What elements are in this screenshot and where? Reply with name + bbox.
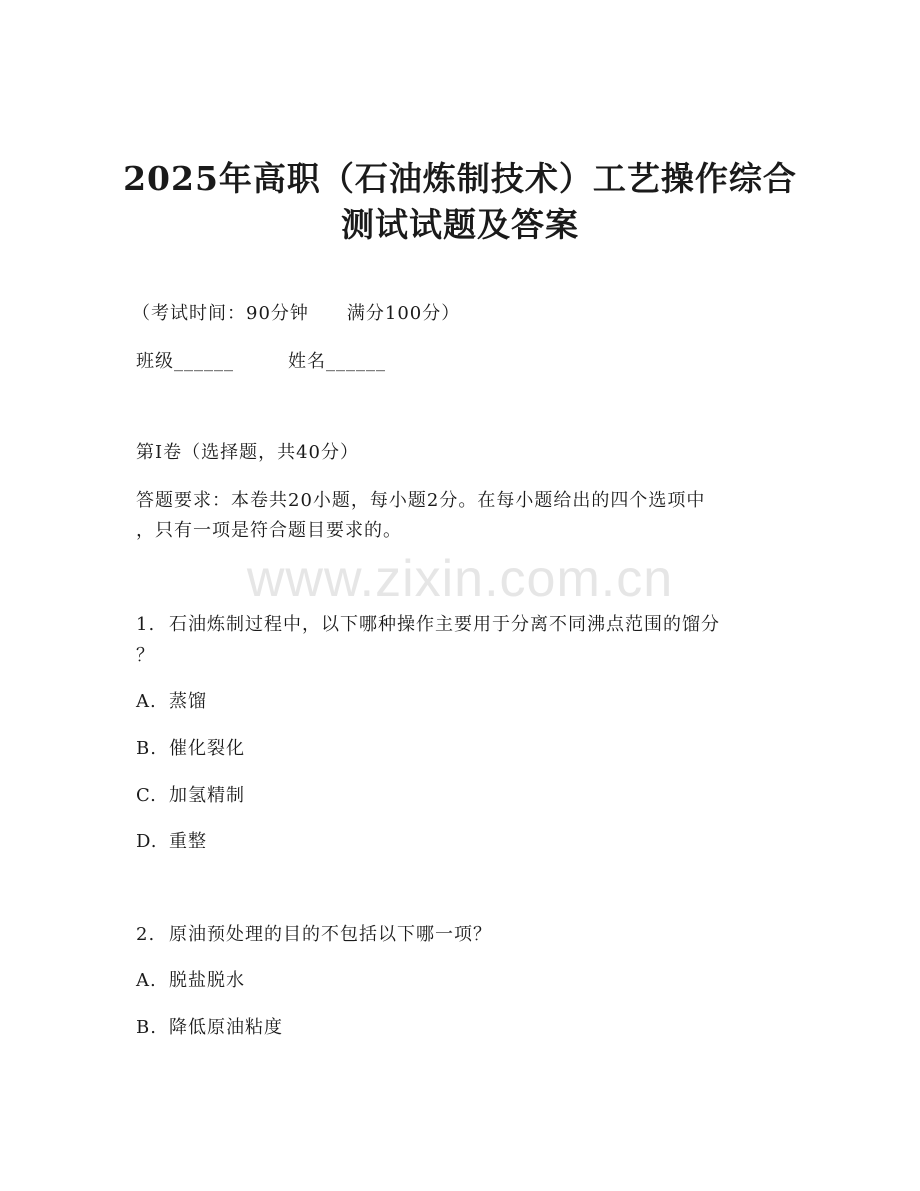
question-number: 2. [136,924,156,945]
option-letter: C. [136,785,157,806]
question-1-option-d [136,833,207,851]
question-1-option-c [136,787,245,805]
section-title: 第I卷（选择题，共40分） [136,442,360,463]
option-text: 加氢精制 [169,785,245,806]
option-text: 蒸馏 [169,691,207,712]
name-field-label: 姓名______ [288,351,386,372]
instructions-line-2: ，只有一项是符合题目要求的。 [136,520,402,541]
question-2-option-a [136,972,245,990]
question-1-option-b [136,740,245,758]
question-1-option-a [136,693,207,711]
option-text: 催化裂化 [169,738,245,759]
option-text: 脱盐脱水 [169,970,245,991]
question-1-line-2: ？ [136,645,155,666]
question-text: 原油预处理的目的不包括以下哪一项？ [169,924,492,945]
watermark: www.zixin.com.cn [246,550,674,608]
option-letter: A. [136,691,157,712]
class-field-label: 班级______ [136,351,234,372]
question-1-line-1 [136,616,720,634]
question-number: 1. [136,614,156,635]
option-letter: A. [136,970,157,991]
instructions-line-1: 答题要求：本卷共20小题，每小题2分。在每小题给出的四个选项中 [136,490,706,511]
option-text: 重整 [169,831,207,852]
option-letter: B. [136,1017,157,1038]
question-text: 石油炼制过程中，以下哪种操作主要用于分离不同沸点范围的馏分 [169,614,720,635]
exam-info: （考试时间：90分钟 满分100分） [132,303,461,324]
option-letter: D. [136,831,158,852]
question-2-line-1 [136,926,492,944]
option-text: 降低原油粘度 [169,1017,283,1038]
question-2-option-b [136,1019,283,1037]
document-title-line-2: 测试试题及答案 [341,205,579,244]
student-info-row [136,353,386,371]
option-letter: B. [136,738,157,759]
document-title-line-1: 2025年高职（石油炼制技术）工艺操作综合 [123,159,797,198]
